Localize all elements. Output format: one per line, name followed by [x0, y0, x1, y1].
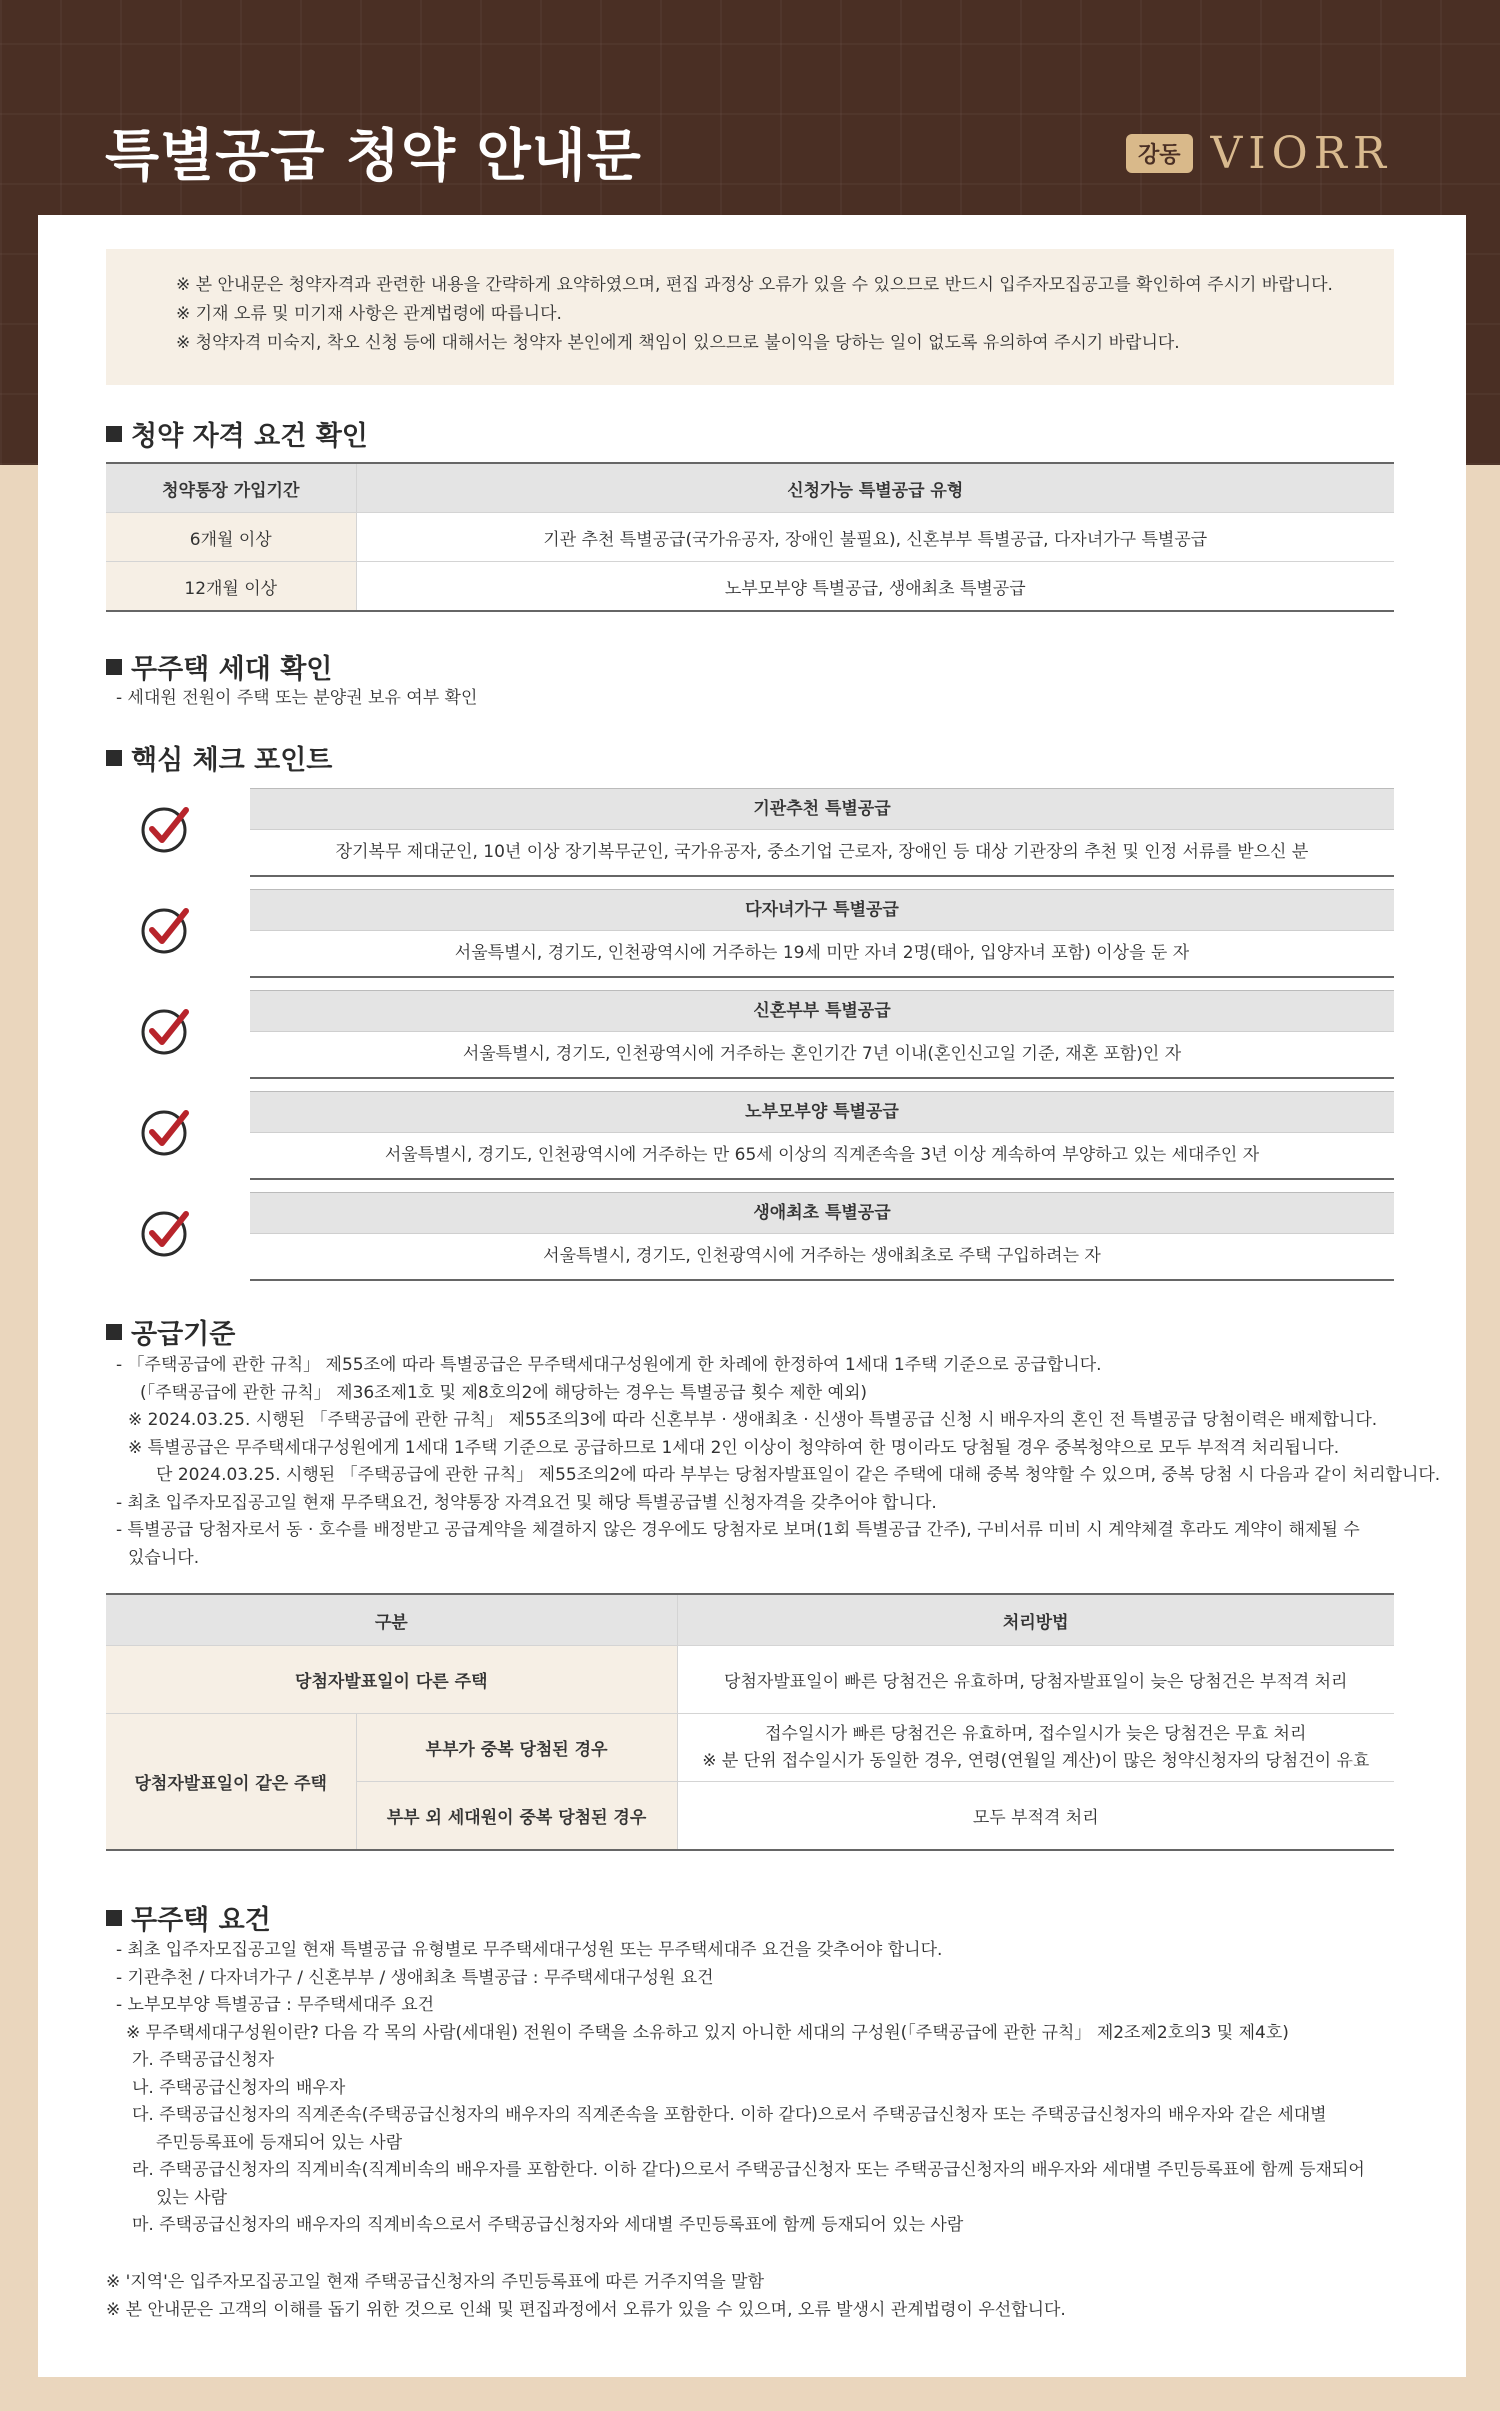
checkpoint-item — [106, 788, 1394, 876]
section-homeless-check-heading: 무주택 세대 확인 — [106, 647, 332, 686]
table-header-cell: 신청가능 특별공급 유형 — [356, 463, 1394, 513]
homeless-check-text: - 세대원 전원이 주택 또는 분양권 보유 여부 확인 — [116, 688, 478, 708]
table-header-row — [106, 463, 1394, 513]
section-checkpoints-heading: 핵심 체크 포인트 — [106, 738, 332, 777]
eligibility-table — [106, 462, 1394, 612]
footnotes — [106, 2268, 1066, 2324]
table-row — [106, 562, 1394, 612]
checkpoint-item — [106, 1091, 1394, 1179]
checkpoint-desc: 서울특별시, 경기도, 인천광역시에 거주하는 생애최초로 주택 구입하려는 자 — [543, 1246, 1101, 1266]
notice-line: ※ 본 안내문은 청약자격과 관련한 내용을 간략하게 요약하였으며, 편집 과정상 오류가 있을 수 있으므로 반드시 입주자모집공고를 확인하여 주시기 바랍니다. — [176, 275, 1333, 295]
notice-box — [106, 249, 1394, 385]
checkpoint-item — [106, 990, 1394, 1078]
section-homeless-req-heading: 무주택 요건 — [106, 1898, 271, 1937]
table-cell-subcategory: 부부가 중복 당첨된 경우 — [356, 1714, 677, 1782]
square-bullet-icon — [106, 659, 122, 675]
brand-badge: 강동 — [1126, 134, 1193, 173]
table-cell-subcategory: 부부 외 세대원이 중복 당첨된 경우 — [356, 1782, 677, 1851]
table-cell-period: 12개월 이상 — [106, 562, 356, 612]
checkpoint-desc: 서울특별시, 경기도, 인천광역시에 거주하는 만 65세 이상의 직계존속을 3년 이상 계속하여 부양하고 있는 세대주인 자 — [384, 1145, 1260, 1165]
homeless-req-text: - 최초 입주자모집공고일 현재 특별공급 유형별로 무주택세대구성원 또는 무주택세대주 요건을 갖추어야 합니다. - 기관추천 / 다자녀가구 / 신혼부부 / 생애최초 특별공급 : 무주택세대구성원 요건 - 노부모부양 특별공급 : 무주택세대주 요건 ※ 무주택세대구성원이란? 다음 각 목의 사람(세대원) 전원이 주택을 소유하고 있지 아니한 세대의 구성원(「주택공급에 관한 규칙」 제2조제2호의3 및 제4호) 가. 주택공급신청자 나. 주택공급신청자의 배우자 다. 주택공급신청자의 직계존속(주택공급신청자의 배우자의 직계존속을 포함한다. 이하 같다)으로서 주택공급신청자 또는 주택공급신청자의 배우자와 같은 세대별 주민등록표에 등재되어 있는 사람 라. 주택공급신청자의 직계비속(직계비속의 배우자를 포함한다. 이하 같다)으로서 주택공급신청자 또는 주택공급신청자의 배우자와 세대별 주민등록표에 함께 등재되어 있는 사람 마. 주택공급신청자의 배우자의 직계비속으로서 주택공급신청자와 세대별 주민등록표에 함께 등재되어 있는 사람 — [116, 1940, 1365, 2235]
table-row — [106, 513, 1394, 562]
page-title: 특별공급 청약 안내문 — [105, 124, 642, 189]
square-bullet-icon — [106, 1324, 122, 1340]
table-header-cell: 처리방법 — [677, 1594, 1394, 1646]
check-circle-icon — [140, 903, 192, 955]
supply-text: - 「주택공급에 관한 규칙」 제55조에 따라 특별공급은 무주택세대구성원에게 한 차례에 한정하여 1세대 1주택 기준으로 공급합니다. (「주택공급에 관한 규칙」 제36조제1호 및 제8호의2에 해당하는 경우는 특별공급 횟수 제한 예외) ※ 2024.03.25. 시행된 「주택공급에 관한 규칙」 제55조의3에 따라 신혼부부 · 생애최초 · 신생아 특별공급 신청 시 배우자의 혼인 전 특별공급 당첨이력은 배제합니다. ※ 특별공급은 무주택세대구성원에게 1세대 1주택 기준으로 공급하므로 1세대 2인 이상이 청약하여 한 명이라도 당첨될 경우 중복청약으로 모두 부적격 처리됩니다. 단 2024.03.25. 시행된 「주택공급에 관한 규칙」 제55조의2에 따라 부부는 당첨자발표일이 같은 주택에 대해 중복 청약할 수 있으며, 중복 당첨 시 다음과 같이 처리합니다. - 최초 입주자모집공고일 현재 무주택요건, 청약통장 자격요건 및 해당 특별공급별 신청자격을 갖추어야 합니다. - 특별공급 당첨자로서 동 · 호수를 배정받고 공급계약을 체결하지 않은 경우에도 당첨자로 보며(1회 특별공급 간주), 구비서류 미비 시 계약체결 후라도 계약이 해제될 수 있습니다. — [116, 1355, 1441, 1568]
square-bullet-icon — [106, 1910, 122, 1926]
table-cell-method: 모두 부적격 처리 — [677, 1782, 1394, 1851]
table-cell-method: 접수일시가 빠른 당첨건은 유효하며, 접수일시가 늦은 당첨건은 무효 처리 ※ 분 단위 접수일시가 동일한 경우, 연령(연월일 계산)이 많은 청약신청자의 당첨건이 유효 — [677, 1714, 1394, 1782]
check-circle-icon — [140, 1206, 192, 1258]
check-circle-icon — [140, 1105, 192, 1157]
checkpoint-item — [106, 1192, 1394, 1280]
table-cell-period: 6개월 이상 — [106, 513, 356, 562]
notice-line: ※ 기재 오류 및 미기재 사항은 관계법령에 따릅니다. — [176, 304, 562, 324]
table-cell-category: 당첨자발표일이 다른 주택 — [106, 1646, 677, 1714]
checkpoint-title: 신혼부부 특별공급 — [250, 991, 1394, 1032]
table-header-row — [106, 1594, 1394, 1646]
square-bullet-icon — [106, 750, 122, 766]
checkpoint-title: 다자녀가구 특별공급 — [250, 890, 1394, 931]
section-eligibility-heading: 청약 자격 요건 확인 — [106, 414, 368, 453]
brand-name: VIORR — [1210, 128, 1392, 179]
table-row — [106, 1646, 1394, 1714]
checkpoint-title: 기관추천 특별공급 — [250, 789, 1394, 830]
checkpoint-title: 생애최초 특별공급 — [250, 1193, 1394, 1234]
table-header-cell: 구분 — [106, 1594, 677, 1646]
square-bullet-icon — [106, 426, 122, 442]
check-circle-icon — [140, 1004, 192, 1056]
checkpoint-desc: 서울특별시, 경기도, 인천광역시에 거주하는 혼인기간 7년 이내(혼인신고일 기준, 재혼 포함)인 자 — [462, 1044, 1182, 1064]
checkpoint-item — [106, 889, 1394, 977]
content-panel — [38, 215, 1466, 2377]
checkpoint-title: 노부모부양 특별공급 — [250, 1092, 1394, 1133]
table-row — [106, 1714, 1394, 1782]
footnote-line: ※ 본 안내문은 고객의 이해를 돕기 위한 것으로 인쇄 및 편집과정에서 오류가 있을 수 있으며, 오류 발생시 관계법령이 우선합니다. — [106, 2300, 1066, 2320]
table-cell-category: 당첨자발표일이 같은 주택 — [106, 1714, 356, 1851]
section-supply-heading: 공급기준 — [106, 1312, 235, 1351]
table-cell-method: 당첨자발표일이 빠른 당첨건은 유효하며, 당첨자발표일이 늦은 당첨건은 부적격 처리 — [677, 1646, 1394, 1714]
notice-line: ※ 청약자격 미숙지, 착오 신청 등에 대해서는 청약자 본인에게 책임이 있으므로 불이익을 당하는 일이 없도록 유의하여 주시기 바랍니다. — [176, 333, 1180, 353]
check-circle-icon — [140, 802, 192, 854]
brand-logo — [1126, 128, 1392, 179]
checkpoint-desc: 장기복무 제대군인, 10년 이상 장기복무군인, 국가유공자, 중소기업 근로자, 장애인 등 대상 기관장의 추천 및 인정 서류를 받으신 분 — [335, 842, 1309, 862]
footnote-line: ※ '지역'은 입주자모집공고일 현재 주택공급신청자의 주민등록표에 따른 거주지역을 말함 — [106, 2272, 765, 2292]
table-cell-types: 기관 추천 특별공급(국가유공자, 장애인 불필요), 신혼부부 특별공급, 다자녀가구 특별공급 — [356, 513, 1394, 562]
table-cell-types: 노부모부양 특별공급, 생애최초 특별공급 — [356, 562, 1394, 612]
table-header-cell: 청약통장 가입기간 — [106, 463, 356, 513]
checkpoint-desc: 서울특별시, 경기도, 인천광역시에 거주하는 19세 미만 자녀 2명(태아, 입양자녀 포함) 이상을 둔 자 — [454, 943, 1190, 963]
duplicate-win-table — [106, 1593, 1394, 1851]
